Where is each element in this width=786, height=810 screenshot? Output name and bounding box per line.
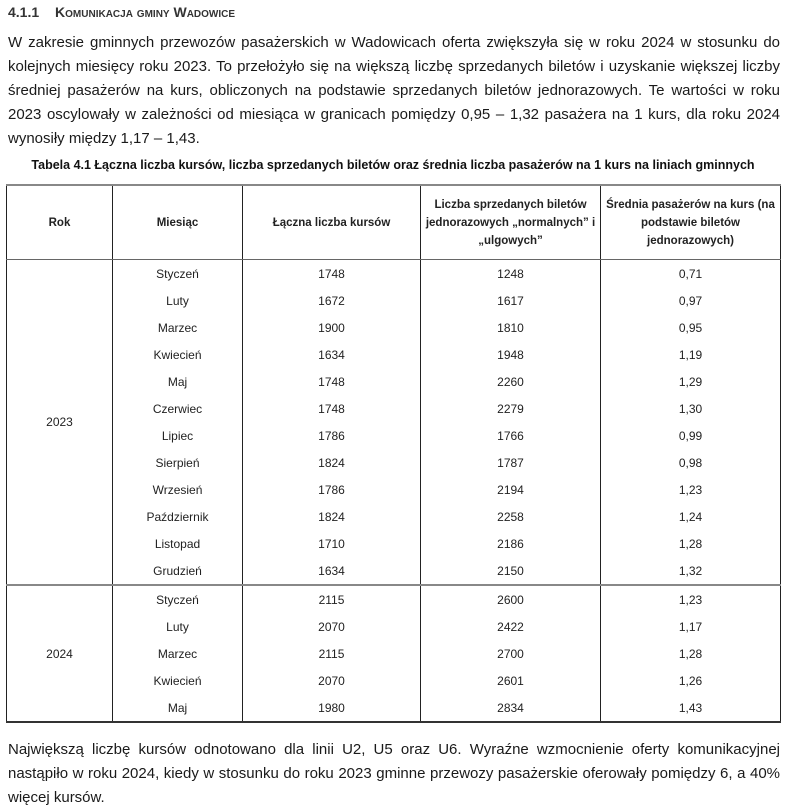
- cell-month: Marzec: [113, 640, 243, 667]
- table-caption: Tabela 4.1 Łączna liczba kursów, liczba sprzedanych biletów oraz średnia liczba pasażerów na 1 kurs na liniach gminnych: [31, 158, 755, 172]
- cell-avg-passengers: 1,19: [601, 341, 781, 368]
- cell-total-courses: 1824: [243, 449, 421, 476]
- section-number: 4.1.1: [8, 4, 40, 20]
- table-row: [7, 314, 781, 341]
- section-heading: [8, 4, 235, 20]
- cell-total-courses: 1786: [243, 476, 421, 503]
- cell-tickets-sold: 1617: [421, 287, 601, 314]
- cell-tickets-sold: 2260: [421, 368, 601, 395]
- cell-total-courses: 2070: [243, 613, 421, 640]
- cell-avg-passengers: 1,23: [601, 476, 781, 503]
- table-row: [7, 585, 781, 613]
- table-header-row: [7, 185, 781, 260]
- cell-total-courses: 1900: [243, 314, 421, 341]
- table-row: [7, 640, 781, 667]
- cell-avg-passengers: 1,43: [601, 694, 781, 722]
- cell-month: Czerwiec: [113, 395, 243, 422]
- cell-tickets-sold: 2194: [421, 476, 601, 503]
- cell-total-courses: 1748: [243, 395, 421, 422]
- cell-tickets-sold: 2279: [421, 395, 601, 422]
- intro-paragraph: W zakresie gminnych przewozów pasażerskich w Wadowicach oferta zwiększyła się w roku 2024 w stosunku do kolejnych miesięcy roku 2023. To przełożyło się na większą liczbę sprzedanych biletów i uzyskanie większej liczby średniej pasażerów na kurs, obliczonych na podstawie sprzedanych biletów jednorazowych. Te wartości w roku 2023 oscylowały w zależności od miesiąca w granicach pomiędzy 0,95 – 1,32 pasażera na 1 kurs, dla roku 2024 wynosiły między 1,17 – 1,43.: [8, 34, 780, 147]
- table-row: [7, 368, 781, 395]
- table-row: [7, 694, 781, 722]
- cell-total-courses: 1748: [243, 368, 421, 395]
- cell-total-courses: 1672: [243, 287, 421, 314]
- cell-month: Luty: [113, 287, 243, 314]
- table-row: [7, 503, 781, 530]
- cell-month: Grudzień: [113, 557, 243, 585]
- cell-tickets-sold: 2600: [421, 585, 601, 613]
- cell-tickets-sold: 1248: [421, 260, 601, 288]
- cell-month: Styczeń: [113, 260, 243, 288]
- cell-tickets-sold: 1948: [421, 341, 601, 368]
- cell-month: Kwiecień: [113, 667, 243, 694]
- cell-month: Maj: [113, 694, 243, 722]
- cell-total-courses: 1980: [243, 694, 421, 722]
- table-body: [7, 260, 781, 723]
- cell-tickets-sold: 2150: [421, 557, 601, 585]
- header-tickets-sold: Liczba sprzedanych biletów jednorazowych „normalnych” i „ulgowych”: [421, 185, 601, 260]
- header-year: Rok: [7, 185, 113, 260]
- cell-avg-passengers: 0,98: [601, 449, 781, 476]
- cell-tickets-sold: 2258: [421, 503, 601, 530]
- cell-total-courses: 1748: [243, 260, 421, 288]
- section-title: Komunikacja gminy Wadowice: [55, 4, 236, 20]
- cell-tickets-sold: 2700: [421, 640, 601, 667]
- cell-avg-passengers: 0,71: [601, 260, 781, 288]
- cell-total-courses: 1824: [243, 503, 421, 530]
- cell-month: Marzec: [113, 314, 243, 341]
- cell-tickets-sold: 1766: [421, 422, 601, 449]
- cell-total-courses: 1634: [243, 341, 421, 368]
- cell-month: Styczeń: [113, 585, 243, 613]
- table-row: [7, 395, 781, 422]
- table-row: [7, 422, 781, 449]
- courses-table: [6, 184, 781, 723]
- table-row: [7, 449, 781, 476]
- cell-avg-passengers: 1,26: [601, 667, 781, 694]
- header-month: Miesiąc: [113, 185, 243, 260]
- conclusion-paragraph: Największą liczbę kursów odnotowano dla linii U2, U5 oraz U6. Wyraźne wzmocnienie oferty komunikacyjnej nastąpiło w roku 2024, kiedy w stosunku do roku 2023 gminne przewozy pasażerskie oferowały pomiędzy 6, a 40% więcej kursów.: [8, 741, 780, 806]
- table-row: [7, 613, 781, 640]
- cell-tickets-sold: 2834: [421, 694, 601, 722]
- cell-avg-passengers: 1,30: [601, 395, 781, 422]
- cell-avg-passengers: 1,23: [601, 585, 781, 613]
- cell-total-courses: 1710: [243, 530, 421, 557]
- cell-month: Wrzesień: [113, 476, 243, 503]
- cell-avg-passengers: 1,17: [601, 613, 781, 640]
- cell-tickets-sold: 2186: [421, 530, 601, 557]
- table-row: [7, 260, 781, 288]
- cell-avg-passengers: 1,28: [601, 530, 781, 557]
- cell-month: Sierpień: [113, 449, 243, 476]
- cell-month: Listopad: [113, 530, 243, 557]
- cell-avg-passengers: 0,97: [601, 287, 781, 314]
- cell-total-courses: 2070: [243, 667, 421, 694]
- cell-total-courses: 1634: [243, 557, 421, 585]
- table-row: [7, 557, 781, 585]
- cell-avg-passengers: 1,29: [601, 368, 781, 395]
- table-row: [7, 667, 781, 694]
- header-total-courses: Łączna liczba kursów: [243, 185, 421, 260]
- cell-month: Luty: [113, 613, 243, 640]
- table-row: [7, 341, 781, 368]
- cell-tickets-sold: 1810: [421, 314, 601, 341]
- cell-month: Kwiecień: [113, 341, 243, 368]
- header-avg-passengers: Średnia pasażerów na kurs (na podstawie biletów jednorazowych): [601, 185, 781, 260]
- cell-avg-passengers: 1,24: [601, 503, 781, 530]
- cell-year: 2024: [7, 585, 113, 722]
- table-row: [7, 476, 781, 503]
- cell-total-courses: 2115: [243, 585, 421, 613]
- cell-total-courses: 1786: [243, 422, 421, 449]
- cell-avg-passengers: 0,99: [601, 422, 781, 449]
- cell-tickets-sold: 1787: [421, 449, 601, 476]
- cell-year: 2023: [7, 260, 113, 586]
- cell-month: Lipiec: [113, 422, 243, 449]
- cell-avg-passengers: 0,95: [601, 314, 781, 341]
- cell-avg-passengers: 1,28: [601, 640, 781, 667]
- cell-total-courses: 2115: [243, 640, 421, 667]
- table-row: [7, 287, 781, 314]
- cell-tickets-sold: 2601: [421, 667, 601, 694]
- cell-avg-passengers: 1,32: [601, 557, 781, 585]
- cell-tickets-sold: 2422: [421, 613, 601, 640]
- cell-month: Maj: [113, 368, 243, 395]
- cell-month: Październik: [113, 503, 243, 530]
- table-row: [7, 530, 781, 557]
